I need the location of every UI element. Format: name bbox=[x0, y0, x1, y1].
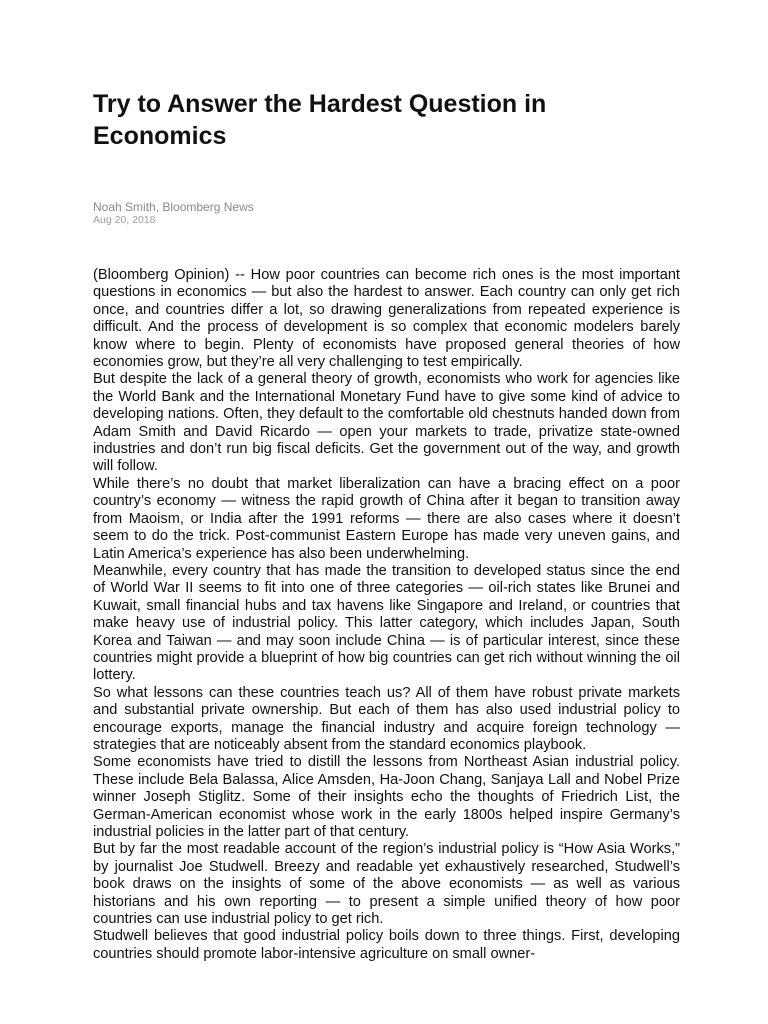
article-paragraph: Some economists have tried to distill the lessons from Northeast Asian industrial policy. These include Bela Balassa, Alice Amsden, Ha-Joon Chang, Sanjaya Lall and Nobel Prize winner Joseph Stiglitz. Some of their insights echo the thoughts of Friedrich List, the German-American economist whose work in the early 1800s helped inspire Germany’s industrial policies in the latter part of that century. bbox=[93, 754, 680, 840]
article-date: Aug 20, 2018 bbox=[93, 214, 156, 226]
article-title: Try to Answer the Hardest Question in Economics bbox=[93, 90, 547, 150]
article-page bbox=[93, 88, 680, 963]
article-paragraph: Meanwhile, every country that has made the transition to developed status since the end of World War II seems to fit into one of three categories — oil-rich states like Brunei and Kuwait, small financial hubs and tax havens like Singapore and Ireland, or countries that make heavy use of industrial policy. This latter category, which includes Japan, South Korea and Taiwan — and may soon include China — is of particular interest, since these countries might provide a blueprint of how big countries can get rich without winning the oil lottery. bbox=[93, 562, 680, 684]
article-paragraph: So what lessons can these countries teach us? All of them have robust private markets and substantial private ownership. But each of them has also used industrial policy to encourage exports, manage the financial industry and acquire foreign technology — strategies that are noticeably absent from the standard economics playbook. bbox=[93, 684, 680, 753]
article-body bbox=[93, 267, 680, 963]
article-paragraph: While there’s no doubt that market liberalization can have a bracing effect on a poor country’s economy — witness the rapid growth of China after it began to transition away from Maoism, or India after the 1991 reforms — there are also cases where it doesn’t seem to do the trick. Post-communist Eastern Europe has made very uneven gains, and Latin America’s experience has also been underwhelming. bbox=[93, 475, 680, 562]
article-paragraph: But despite the lack of a general theory of growth, economists who work for agencies like the World Bank and the International Monetary Fund have to give some kind of advice to developing nations. Often, they default to the comfortable old chestnuts handed down from Adam Smith and David Ricardo — open your markets to trade, privatize state-owned industries and don’t run big fiscal deficits. Get the government out of the way, and growth will follow. bbox=[93, 371, 680, 475]
article-paragraph: Studwell believes that good industrial policy boils down to three things. First, developing countries should promote labor-intensive agriculture on small owner- bbox=[93, 928, 680, 962]
article-author: Noah Smith, Bloomberg News bbox=[93, 200, 254, 214]
article-paragraph: But by far the most readable account of the region’s industrial policy is “How Asia Works,” by journalist Joe Studwell. Breezy and readable yet exhaustively researched, Studwell’s book draws on the insights of some of the above economists — as well as various historians and his own reporting — to present a simple unified theory of how poor countries can use industrial policy to get rich. bbox=[93, 841, 680, 928]
article-paragraph: (Bloomberg Opinion) -- How poor countries can become rich ones is the most important questions in economics — but also the hardest to answer. Each country can only get rich once, and countries differ a lot, so drawing generalizations from repeated experience is difficult. And the process of development is so complex that economic modelers barely know where to begin. Plenty of economists have proposed general theories of how economies grow, but they’re all very challenging to test empirically. bbox=[93, 267, 680, 371]
